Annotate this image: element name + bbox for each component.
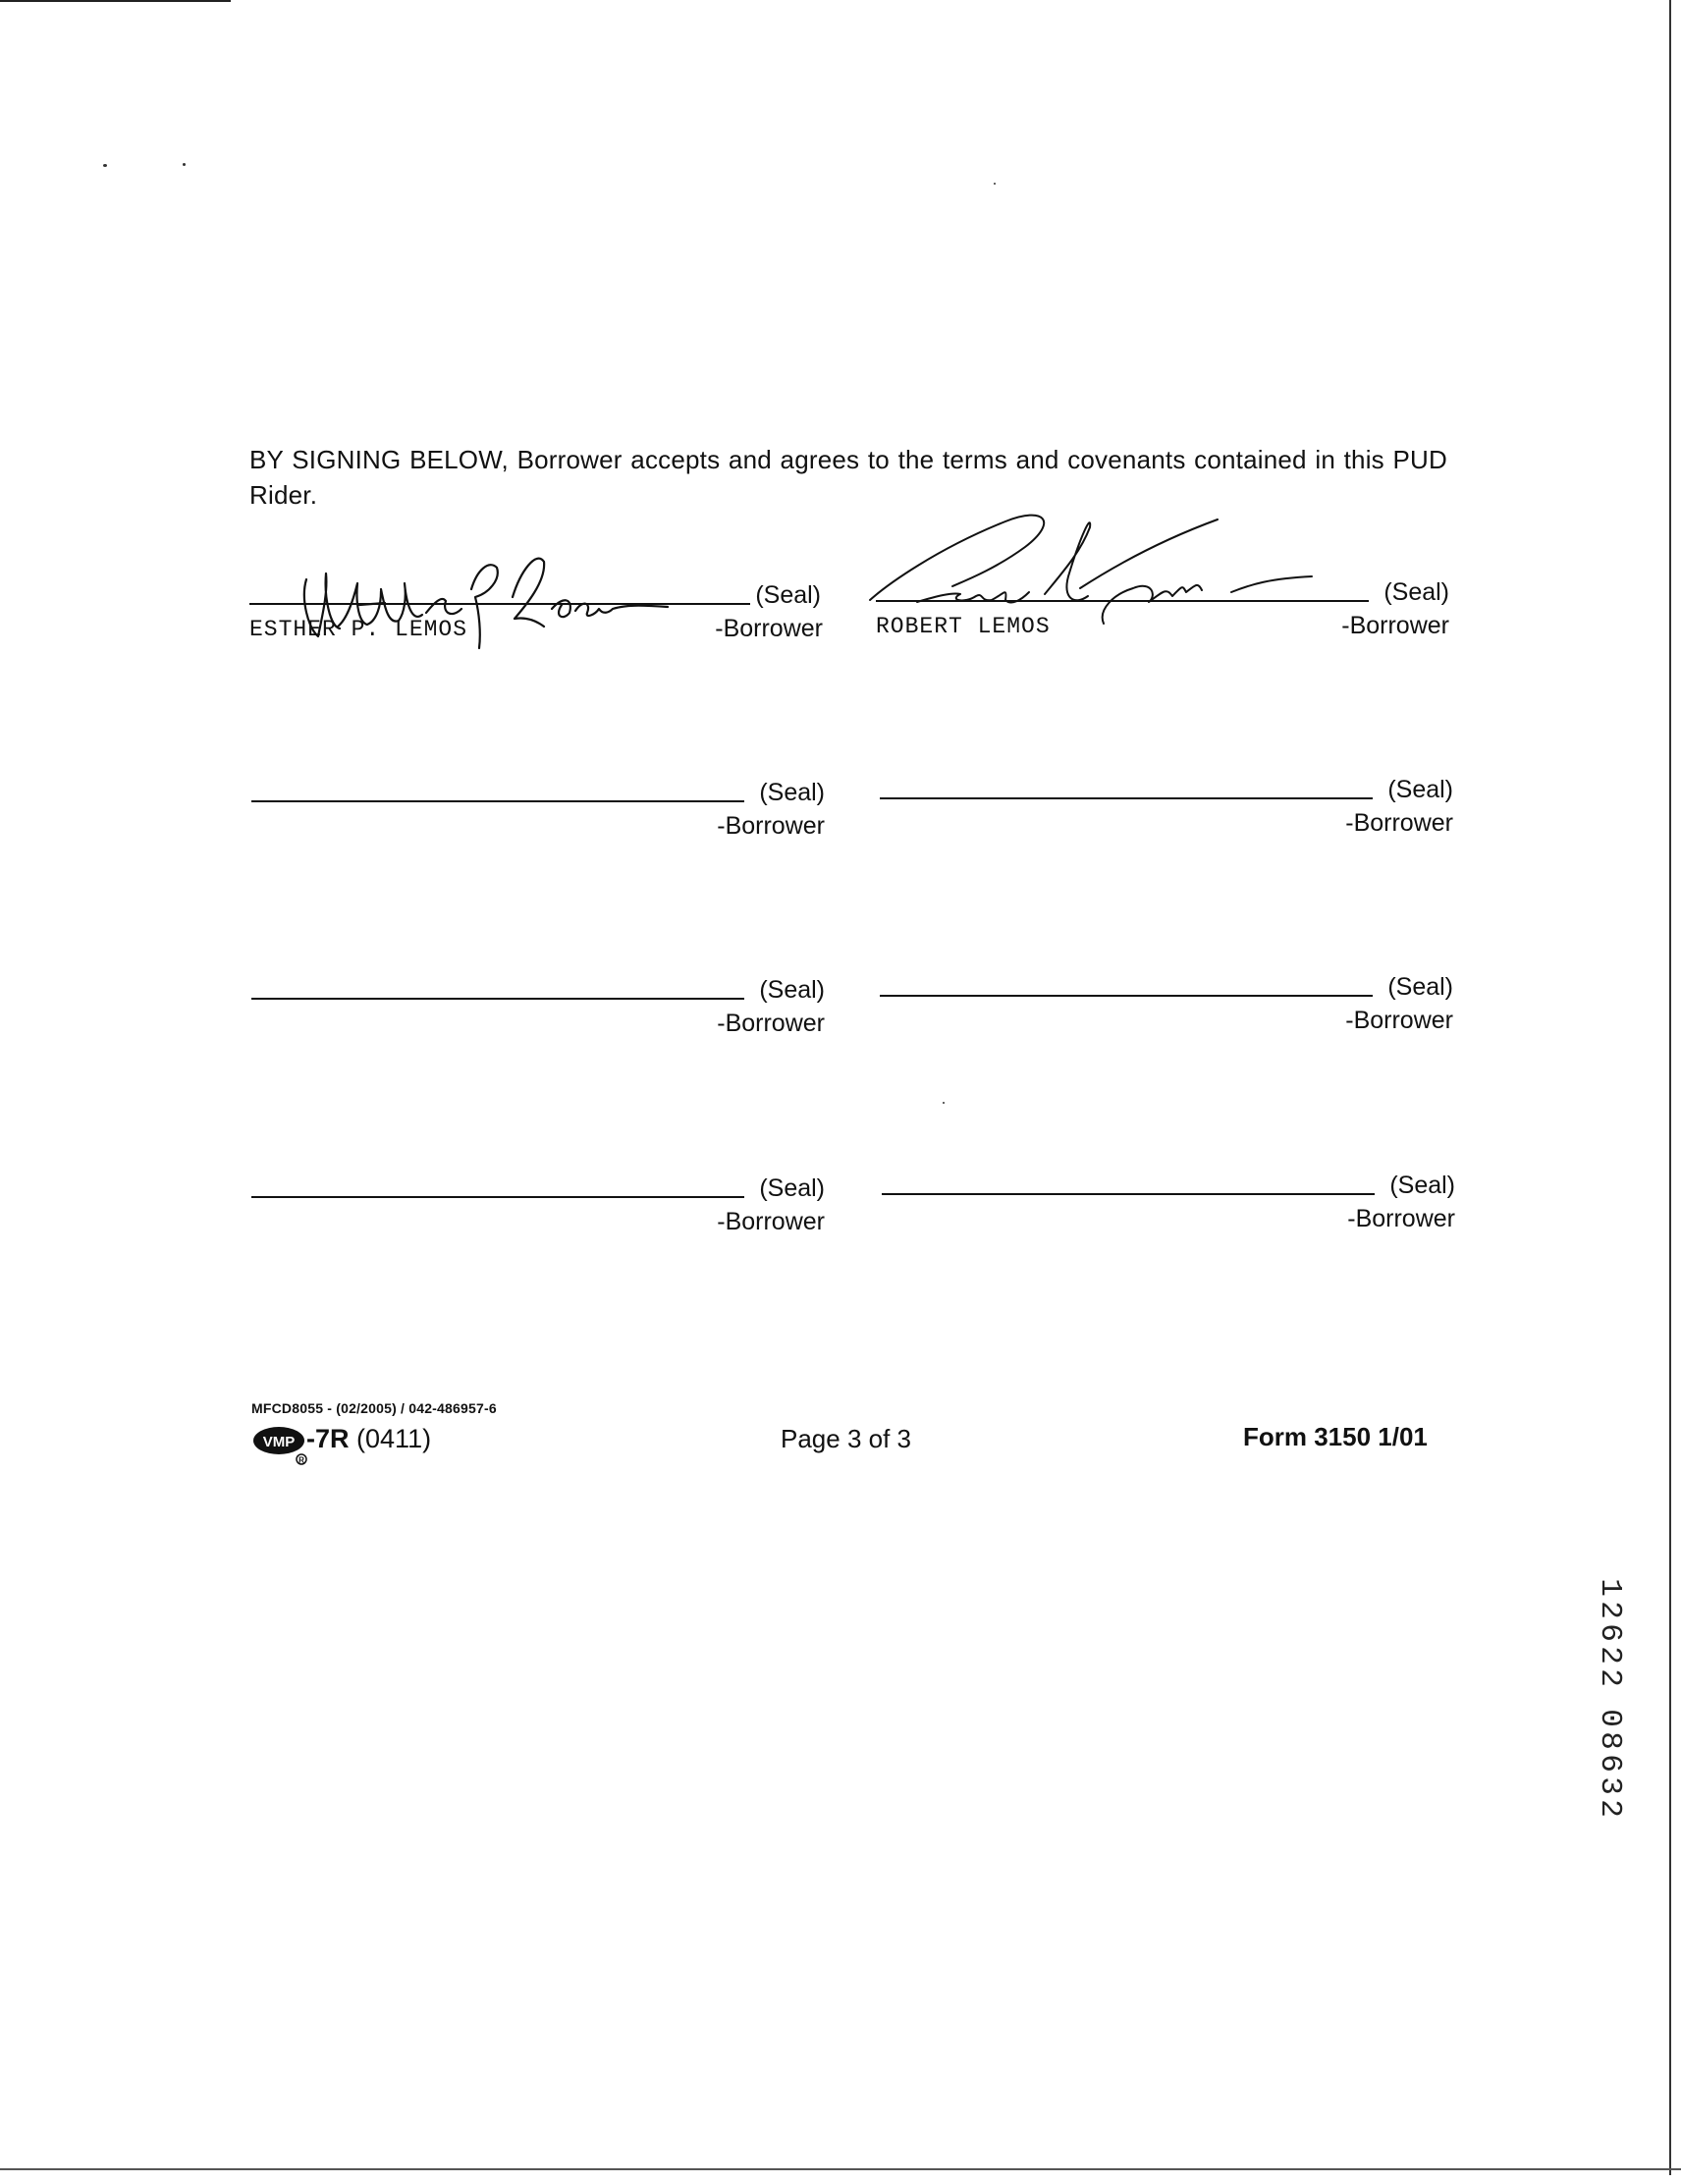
borrower-role-label: -Borrower — [1345, 1007, 1453, 1034]
borrower-role-label: -Borrower — [1347, 1205, 1455, 1232]
recording-number-part-1 — [1592, 1576, 1627, 1689]
signature-line — [249, 603, 750, 605]
page-number: Page 3 of 3 — [781, 1424, 911, 1453]
signature-block-robert-lemos — [876, 571, 1449, 639]
signature-line — [882, 1193, 1375, 1195]
stamp-digit: 2 — [1592, 1668, 1627, 1687]
svg-text:VMP: VMP — [262, 1434, 296, 1450]
borrower-role-label: -Borrower — [1345, 809, 1453, 837]
seal-label: (Seal) — [1383, 578, 1449, 606]
vmp-logo — [251, 1424, 310, 1465]
recording-number-stamp — [1592, 1576, 1627, 1820]
signature-line — [876, 600, 1369, 602]
signature-block-blank — [882, 1164, 1455, 1232]
scan-speck — [103, 164, 107, 167]
borrower-name: ROBERT LEMOS — [876, 614, 1051, 639]
scan-speck — [183, 163, 186, 166]
vmp-form-code — [306, 1424, 431, 1454]
stamp-digit: 1 — [1592, 1578, 1627, 1597]
borrower-role-label: -Borrower — [717, 812, 825, 840]
form-identifier: MFCD8055 - (02/2005) / 042-486957-6 — [251, 1400, 497, 1416]
signature-line — [251, 1196, 744, 1198]
signature-line — [251, 998, 744, 1000]
borrower-role-label: -Borrower — [717, 1010, 825, 1037]
seal-label: (Seal) — [1389, 1172, 1455, 1199]
signature-line — [251, 800, 744, 802]
stamp-digit: 2 — [1592, 1646, 1627, 1665]
seal-label: (Seal) — [1387, 776, 1453, 803]
svg-text:R: R — [298, 1455, 304, 1465]
scan-speck — [994, 183, 996, 185]
handwritten-signature-robert — [858, 478, 1369, 626]
stamp-digit: 6 — [1592, 1754, 1627, 1773]
borrower-name: ESTHER P. LEMOS — [249, 617, 468, 642]
signature-line — [880, 797, 1373, 799]
signature-line — [880, 995, 1373, 997]
seal-label: (Seal) — [759, 1174, 825, 1202]
stamp-digit: 2 — [1592, 1799, 1627, 1818]
recording-number-part-2 — [1592, 1707, 1627, 1820]
seal-label: (Seal) — [759, 779, 825, 806]
scan-speck — [943, 1102, 945, 1104]
borrower-role-label: -Borrower — [1341, 612, 1449, 639]
vmp-code: -7R — [306, 1424, 350, 1453]
signature-block-blank — [251, 968, 825, 1037]
signature-block-blank — [880, 768, 1453, 837]
signature-block-blank — [251, 771, 825, 840]
stamp-digit: 6 — [1592, 1623, 1627, 1642]
seal-label: (Seal) — [755, 581, 821, 609]
stamp-digit: 0 — [1592, 1709, 1627, 1727]
vmp-date: (0411) — [356, 1424, 432, 1453]
signature-block-blank — [251, 1167, 825, 1235]
scan-edge-top — [0, 0, 231, 2]
signature-block-esther-lemos — [249, 573, 823, 642]
stamp-digit: 3 — [1592, 1776, 1627, 1795]
form-number: Form 3150 1/01 — [1243, 1422, 1428, 1451]
scan-edge-right — [1669, 0, 1671, 2175]
stamp-digit: 2 — [1592, 1601, 1627, 1619]
seal-label: (Seal) — [1387, 973, 1453, 1001]
signing-statement: BY SIGNING BELOW, Borrower accepts and agrees to the terms and covenants contained in this PUD Rider. — [249, 445, 1447, 510]
scan-edge-bottom — [0, 2168, 1681, 2170]
stamp-digit: 8 — [1592, 1731, 1627, 1750]
signature-block-blank — [880, 965, 1453, 1034]
borrower-role-label: -Borrower — [717, 1208, 825, 1235]
seal-label: (Seal) — [759, 976, 825, 1004]
borrower-role-label: -Borrower — [715, 615, 823, 642]
